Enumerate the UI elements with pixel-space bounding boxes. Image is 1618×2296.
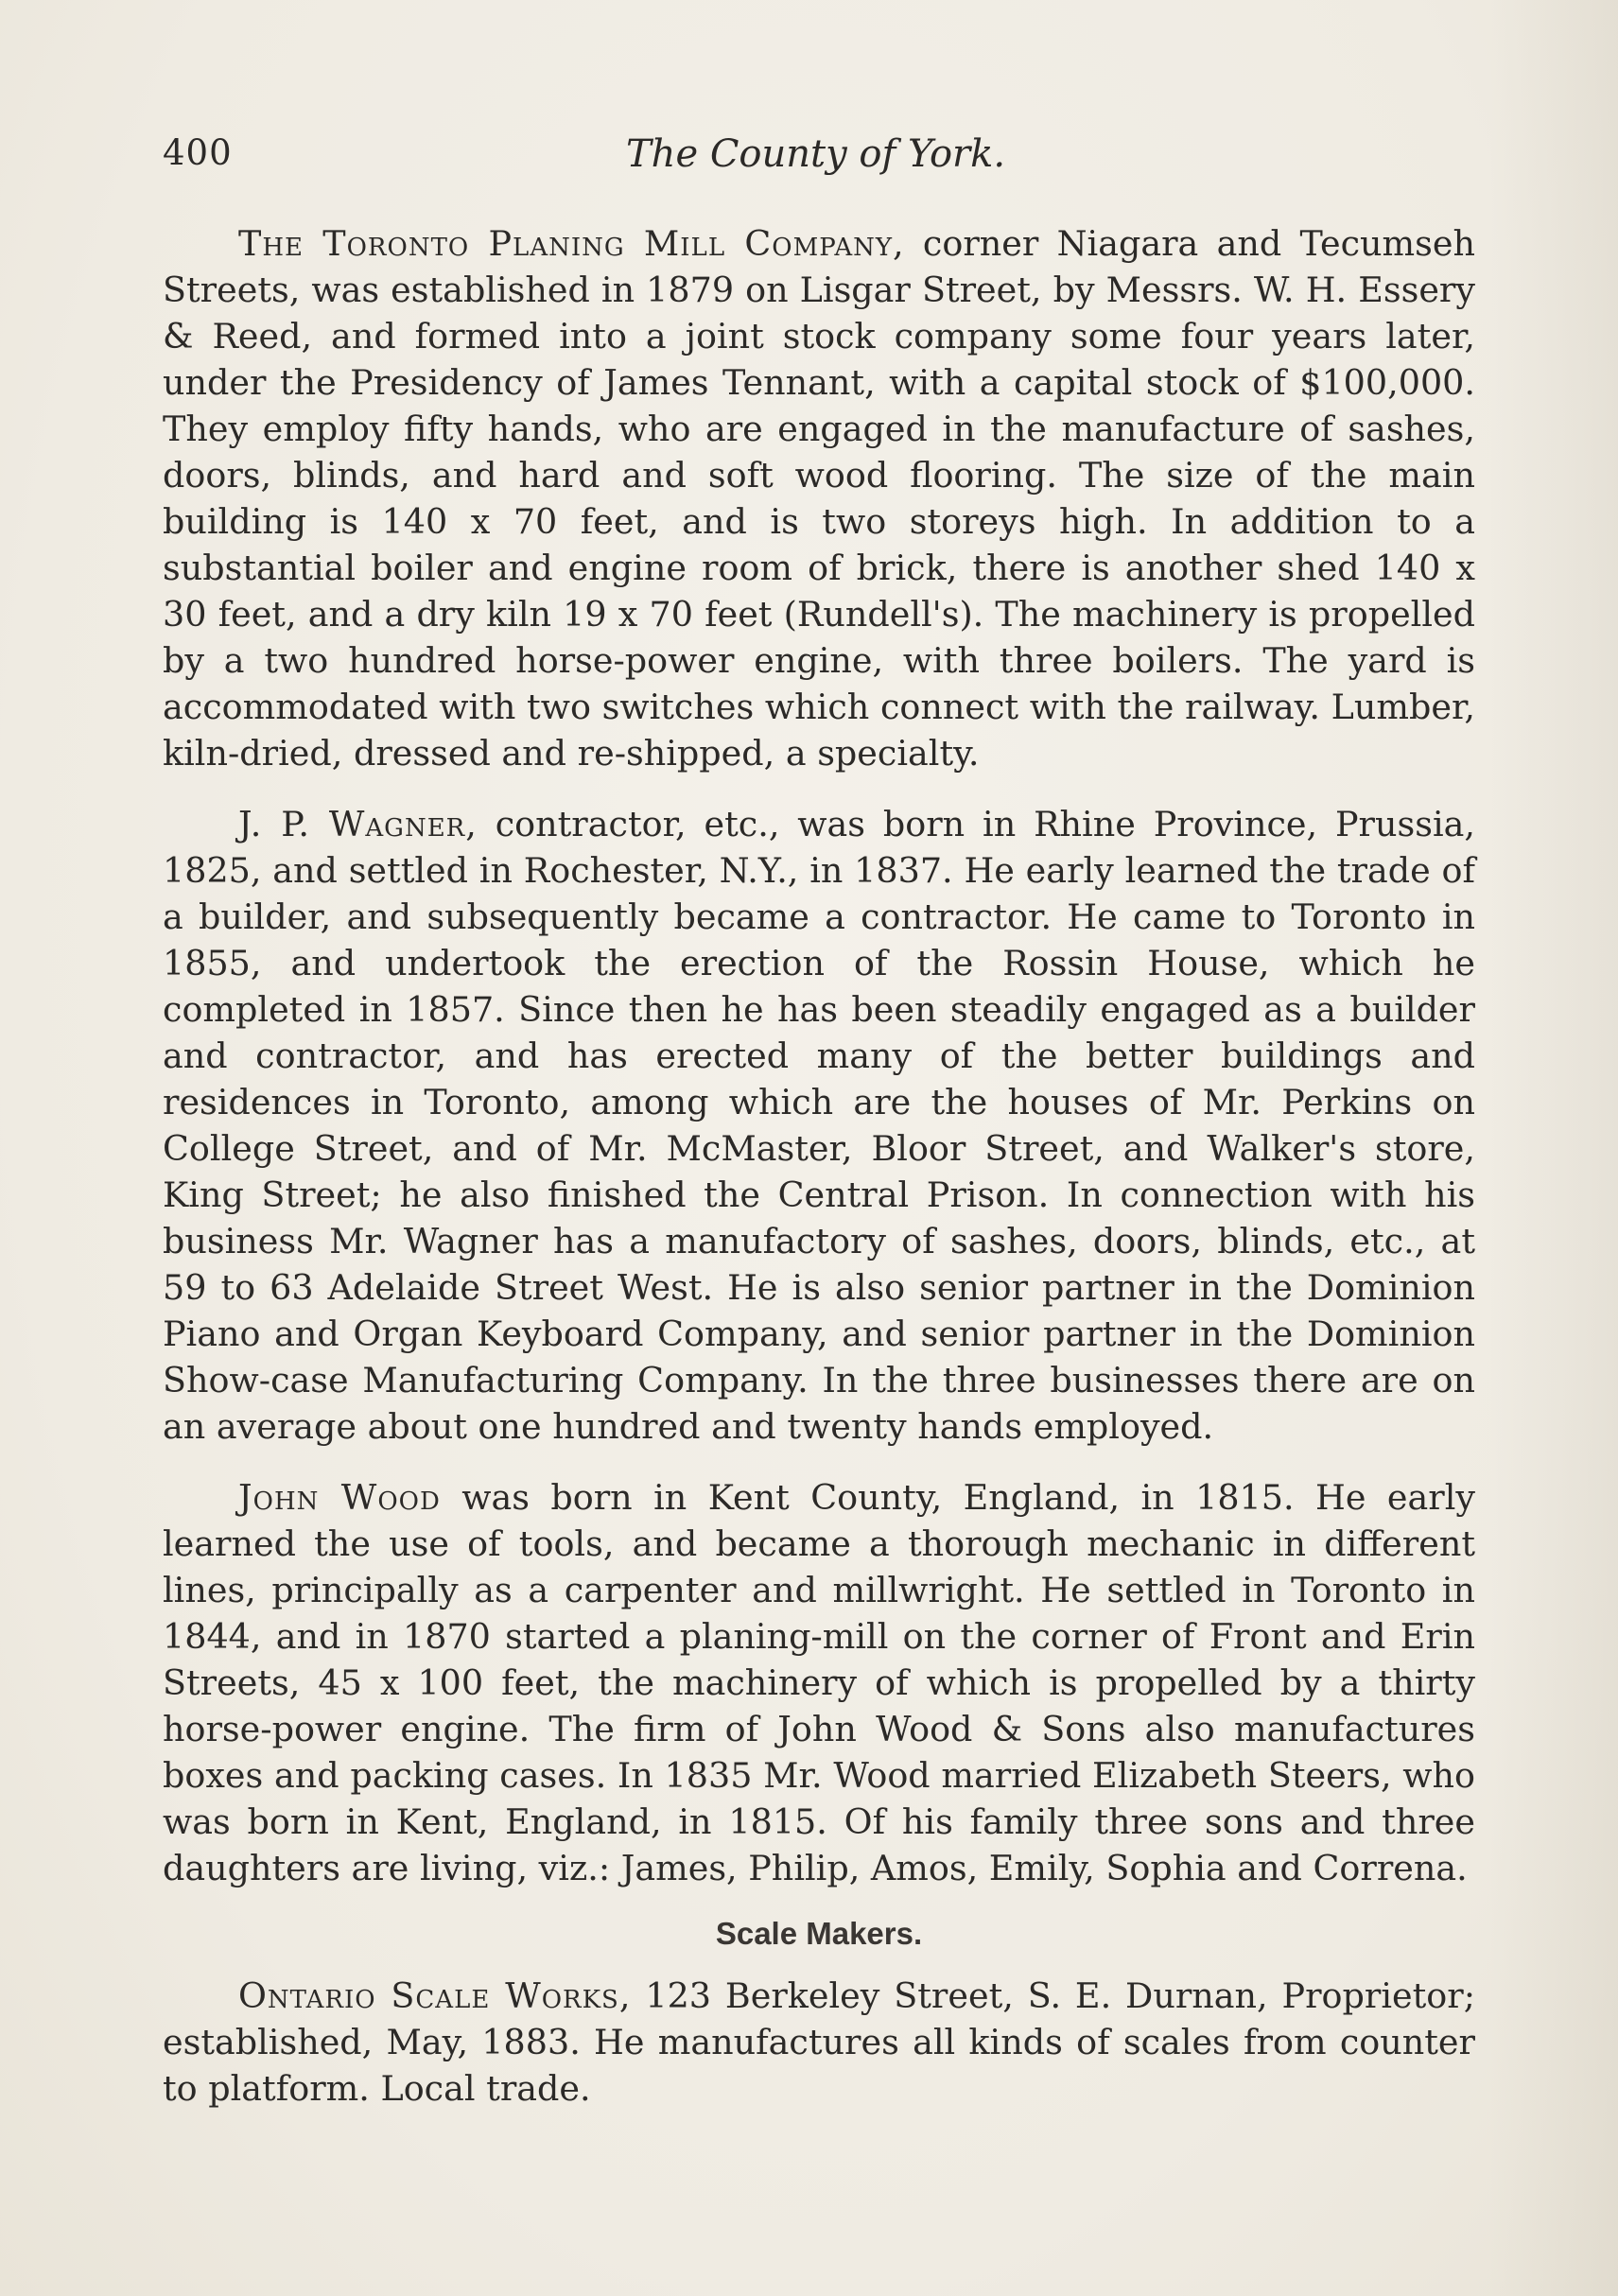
section-heading: Scale Makers.: [715, 1916, 923, 1951]
body-text: [163, 220, 1475, 2112]
paragraph-lead: The Toronto Planing Mill Company,: [238, 223, 905, 264]
paragraph-lead: Ontario Scale Works,: [238, 1975, 632, 2016]
paragraph-text: corner Niagara and Tecumseh Streets, was established in 1879 on Lisgar Street, by Messrs. W. H. Essery & Reed, and formed into a joint stock company some four years later, under the Presidency of James Tennant, with a capital stock of $100,000. They employ fifty hands, who are engaged in the manufacture of sashes, doors, blinds, and hard and soft wood flooring. The size of the main building is 140 x 70 feet, and is two storeys high. In addition to a substantial boiler and engine room of brick, there is another shed 140 x 30 feet, and a dry kiln 19 x 70 feet (Rundell's). The machinery is propelled by a two hundred horse-power engine, with three boilers. The yard is accommodated with two switches which connect with the railway. Lumber, kiln-dried, dressed and re-shipped, a specialty.: [163, 223, 1476, 774]
paragraph-text: 123 Berkeley Street, S. E. Durnan, Proprietor; established, May, 1883. He manufactures all kinds of scales from counter to platform. Local trade.: [163, 1975, 1475, 2109]
paragraph-ontario-scale-works: [163, 1973, 1475, 2112]
paragraph-text: was born in Kent County, England, in 1815. He early learned the use of tools, and became a thorough mechanic in different lines, principally as a carpenter and millwright. He settled in Toronto in 1844, and in 1870 started a planing-mill on the corner of Front and Erin Streets, 45 x 100 feet, the machinery of which is propelled by a thirty horse-power engine. The firm of John Wood & Sons also manufactures boxes and packing cases. In 1835 Mr. Wood married Elizabeth Steers, who was born in Kent, England, in 1815. Of his family three sons and three daughters are living, viz.: James, Philip, Amos, Emily, Sophia and Correna.: [163, 1477, 1475, 1888]
page-number: 400: [163, 132, 233, 173]
paragraph-toronto-planing-mill: [163, 220, 1475, 776]
paragraph-text: contractor, etc., was born in Rhine Province, Prussia, 1825, and settled in Rochester, N.Y., in 1837. He early learned the trade of a builder, and subsequently became a contractor. He came to Toronto in 1855, and undertook the erection of the Rossin House, which he completed in 1857. Since then he has been steadily engaged as a builder and contractor, and has erected many of the better buildings and residences in Toronto, among which are the houses of Mr. Perkins on College Street, and of Mr. McMaster, Bloor Street, and Walker's store, King Street; he also finished the Central Prison. In connection with his business Mr. Wagner has a manufactory of sashes, doors, blinds, etc., at 59 to 63 Adelaide Street West. He is also senior partner in the Dominion Piano and Organ Keyboard Company, and senior partner in the Dominion Show-case Manufacturing Company. In the three businesses there are on an average about one hundred and twenty hands employed.: [163, 804, 1475, 1447]
paragraph-wagner: [163, 801, 1475, 1450]
running-head: [163, 132, 1475, 180]
paragraph-john-wood: [163, 1474, 1475, 1891]
paragraph-lead: J. P. Wagner,: [238, 804, 478, 844]
paragraph-lead: John Wood: [238, 1477, 441, 1518]
page-title: The County of York.: [626, 132, 1006, 176]
